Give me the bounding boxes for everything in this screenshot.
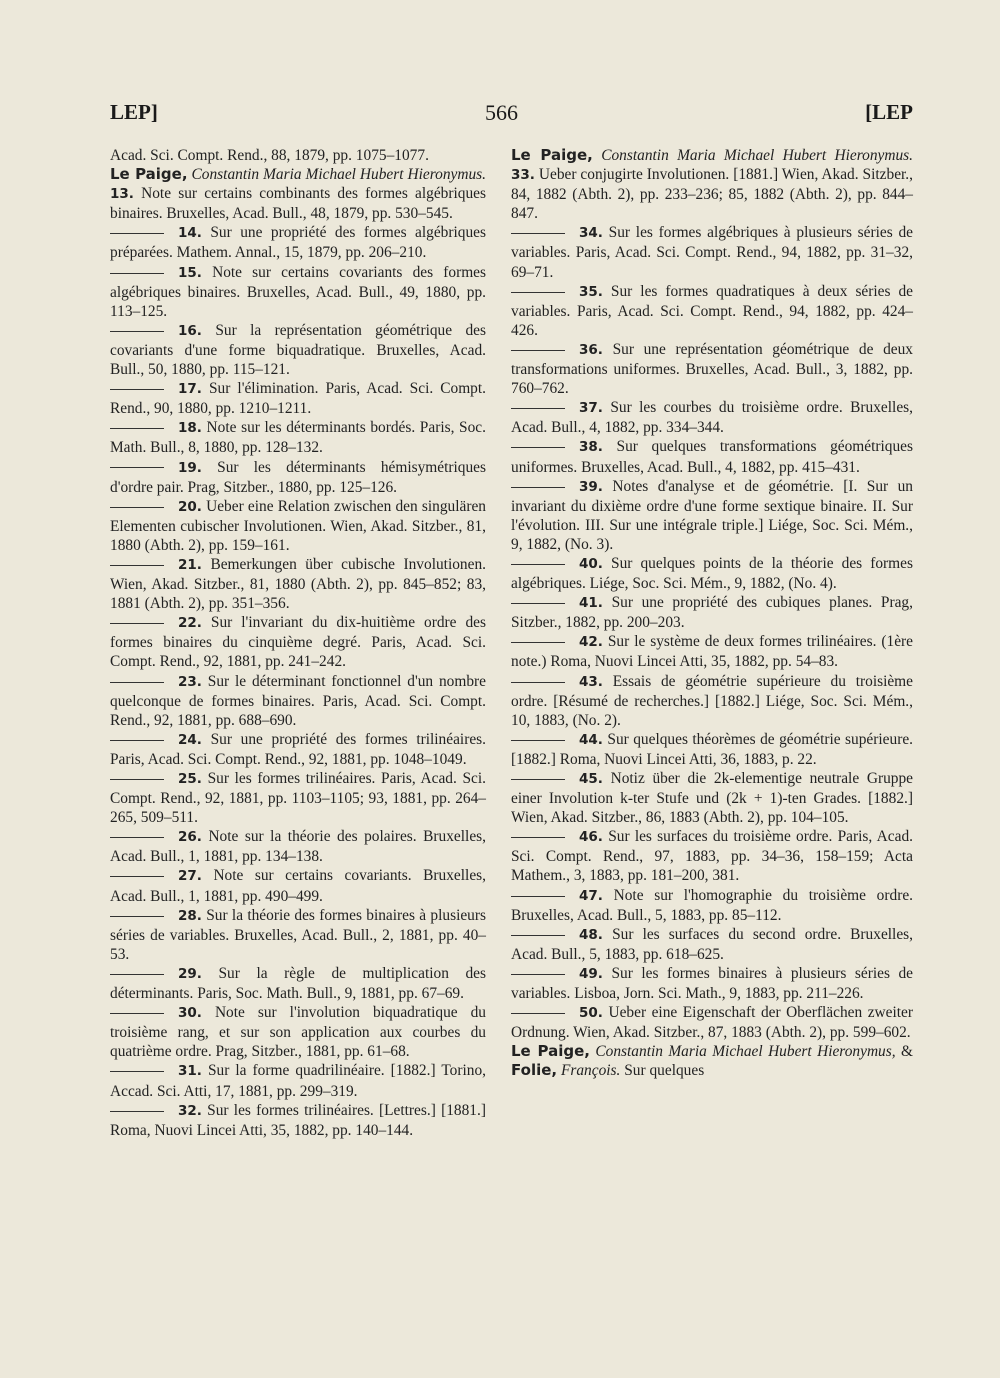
bibliography-entry bbox=[511, 730, 913, 769]
entry-number: 16. bbox=[178, 322, 202, 339]
entry-number: 14. bbox=[178, 225, 202, 242]
bibliography-entry bbox=[110, 730, 486, 769]
ditto-dash bbox=[110, 467, 164, 468]
bibliography-entry bbox=[110, 555, 486, 613]
ditto-dash bbox=[511, 896, 565, 897]
entry-text: Sur les surfaces du second ordre. Bruxelles, Acad. Bull., 5, 1883, pp. 618–625. bbox=[511, 925, 913, 963]
entry-number: 13. bbox=[110, 186, 134, 203]
header-right-key: [LEP bbox=[865, 100, 913, 124]
author-given-names: Constantin Maria Michael Hubert Hieronymus. bbox=[191, 166, 486, 184]
entry-text: Note sur certains covariants des formes algébriques binaires. Bruxelles, Acad. Bull., 49, 1880, pp. 113–125. bbox=[110, 263, 486, 320]
entry-text: Note sur certains combinants des formes algébriques binaires. Bruxelles, Acad. Bull., 48, 1879, pp. 530–545. bbox=[110, 185, 486, 223]
bibliography-entry bbox=[511, 223, 913, 281]
ditto-dash bbox=[110, 876, 164, 877]
bibliography-entry bbox=[110, 906, 486, 964]
bibliography-entry bbox=[110, 827, 486, 866]
entry-text: Essais de géométrie supérieure du troisième ordre. [Résumé de recherches.] [1882.] Liége, Soc. Sci. Mém., 10, 1883, (No. 2). bbox=[511, 672, 913, 729]
ditto-dash bbox=[511, 837, 565, 838]
coauthor-ampersand: & bbox=[901, 1043, 913, 1061]
entry-text: Sur une propriété des cubiques planes. Prag, Sitzber., 1882, pp. 200–203. bbox=[511, 594, 913, 632]
entry-text: Sur une propriété des formes algébriques préparées. Mathem. Annal., 15, 1879, pp. 206–210. bbox=[110, 224, 486, 262]
entry-number: 28. bbox=[178, 907, 202, 924]
entry-number: 33. bbox=[511, 167, 535, 184]
entry-text: Sur l'invariant du dix-huitième ordre des formes binaires du cinquième degré. Paris, Acad. Sci. Compt. Rend., 92, 1881, pp. 241–242. bbox=[110, 614, 486, 671]
ditto-dash bbox=[110, 974, 164, 975]
entry-number: 15. bbox=[178, 264, 202, 281]
bibliography-entry bbox=[110, 1101, 486, 1140]
bibliography-entry bbox=[110, 146, 486, 165]
entry-number: 18. bbox=[178, 420, 202, 437]
entry-number: 17. bbox=[178, 381, 202, 398]
bibliography-entry bbox=[511, 769, 913, 827]
running-header bbox=[0, 100, 1000, 140]
entry-text: Note sur les déterminants bordés. Paris, Soc. Math. Bull., 8, 1880, pp. 128–132. bbox=[110, 419, 486, 457]
entry-number: 29. bbox=[178, 965, 202, 982]
entry-number: 42. bbox=[579, 634, 603, 651]
entry-number: 27. bbox=[178, 868, 202, 885]
ditto-dash bbox=[110, 565, 164, 566]
header-left-key: LEP] bbox=[110, 100, 158, 124]
entry-text: Note sur l'homographie du troisième ordre. Bruxelles, Acad. Bull., 5, 1883, pp. 85–112. bbox=[511, 886, 913, 924]
entry-text: Sur quelques points de la théorie des formes algébriques. Liége, Soc. Sci. Mém., 9, 1882, (No. 4). bbox=[511, 554, 913, 593]
entry-text: Notiz über die 2k-elementige neutrale Gruppe einer Involution k-ter Stufe und (2k + 1)-ten Grades. [1882.] Wien, Akad. Sitzber., 86, 1883 (Abth. 2), pp. 104–105. bbox=[511, 770, 913, 827]
bibliography-entry bbox=[511, 1003, 913, 1042]
author-given-names: Constantin Maria Michael Hubert Hieronymus, bbox=[595, 1043, 896, 1061]
ditto-dash bbox=[110, 623, 164, 624]
right-column bbox=[511, 146, 913, 1081]
bibliography-entry bbox=[511, 437, 913, 476]
ditto-dash bbox=[110, 1111, 164, 1112]
bibliography-entry bbox=[511, 672, 913, 730]
entry-text: Sur les courbes du troisième ordre. Bruxelles, Acad. Bull., 4, 1882, pp. 334–344. bbox=[511, 399, 913, 437]
entry-text: Sur quelques transformations géométriques uniformes. Bruxelles, Acad. Bull., 4, 1882, pp. 415–431. bbox=[511, 438, 913, 476]
ditto-dash bbox=[511, 974, 565, 975]
ditto-dash bbox=[110, 779, 164, 780]
entry-number: 47. bbox=[579, 887, 603, 904]
bibliography-entry bbox=[511, 593, 913, 632]
coauthor-surname: Folie, bbox=[511, 1061, 558, 1080]
entry-text: Sur l'élimination. Paris, Acad. Sci. Compt. Rend., 90, 1880, pp. 1210–1211. bbox=[110, 380, 486, 418]
entry-text: Sur la règle de multiplication des déterminants. Paris, Soc. Math. Bull., 9, 1881, pp. 67–69. bbox=[110, 964, 486, 1003]
bibliography-entry bbox=[110, 379, 486, 418]
entry-number: 40. bbox=[579, 555, 603, 572]
ditto-dash bbox=[110, 1013, 164, 1014]
entry-text: Acad. Sci. Compt. Rend., 88, 1879, pp. 1075–1077. bbox=[110, 147, 429, 164]
bibliography-entry bbox=[110, 769, 486, 827]
entry-text: Sur les formes binaires à plusieurs séries de variables. Lisboa, Jorn. Sci. Math., 9, 1883, pp. 211–226. bbox=[511, 964, 913, 1003]
ditto-dash bbox=[511, 603, 565, 604]
bibliography-entry bbox=[511, 886, 913, 925]
bibliography-entry bbox=[511, 554, 913, 593]
entry-text: Note sur l'involution biquadratique du troisième rang, et sur son application aux courbes du quatrième ordre. Prag, Sitzber., 1881, pp. 61–68. bbox=[110, 1004, 487, 1061]
entry-number: 44. bbox=[579, 731, 603, 748]
entry-text: Sur les formes trilinéaires. Paris, Acad. Sci. Compt. Rend., 92, 1881, pp. 1103–1105; 93, 1881, pp. 264–265, 509–511. bbox=[110, 770, 486, 827]
ditto-dash bbox=[511, 292, 565, 293]
entry-number: 36. bbox=[579, 341, 603, 358]
ditto-dash bbox=[511, 779, 565, 780]
bibliography-entry bbox=[511, 964, 913, 1003]
ditto-dash bbox=[511, 642, 565, 643]
entry-text: Sur les formes trilinéaires. [Lettres.] [1881.] Roma, Nuovi Lincei Atti, 35, 1882, pp. 140–144. bbox=[110, 1101, 486, 1139]
entry-text: Note sur certains covariants. Bruxelles, Acad. Bull., 1, 1881, pp. 490–499. bbox=[110, 867, 486, 905]
bibliography-entry bbox=[110, 458, 486, 497]
entry-number: 37. bbox=[579, 400, 603, 417]
author-surname: Le Paige, bbox=[511, 146, 593, 164]
bibliography-entry bbox=[511, 925, 913, 964]
bibliography-entry bbox=[511, 282, 913, 340]
entry-number: 31. bbox=[178, 1063, 202, 1080]
entry-text: Ueber conjugirte Involutionen. [1881.] Wien, Akad. Sitzber., 84, 1882 (Abth. 2), pp. 233–236; 85, 1882 (Abth. 2), pp. 844–847. bbox=[511, 166, 913, 223]
entry-number: 43. bbox=[579, 673, 603, 690]
entry-number: 41. bbox=[579, 595, 603, 612]
author-surname: Le Paige, bbox=[110, 165, 188, 184]
entry-number: 23. bbox=[178, 673, 202, 690]
entry-text: Sur le système de deux formes trilinéaires. (1ère note.) Roma, Nuovi Lincei Atti, 35, 1882, pp. 54–83. bbox=[511, 633, 913, 671]
entry-number: 38. bbox=[579, 439, 603, 456]
entry-text: Notes d'analyse et de géométrie. [I. Sur un invariant du dixième ordre d'une forme sextique binaire. II. Sur l'évolution. III. Sur une intégrale triple.] Liége, Soc. Sci. Mém., 9, 1882, (No. 3). bbox=[511, 477, 913, 553]
bibliography-entry bbox=[110, 223, 486, 262]
ditto-dash bbox=[511, 740, 565, 741]
bibliography-entry bbox=[511, 827, 913, 885]
entry-text: Sur le déterminant fonctionnel d'un nombre quelconque de formes binaires. Paris, Acad. Sci. Compt. Rend., 92, 1881, pp. 688–690. bbox=[110, 672, 486, 729]
entry-text: Ueber eine Eigenschaft der Oberflächen zweiter Ordnung. Wien, Akad. Sitzber., 87, 1883 (Abth. 2), pp. 599–602. bbox=[511, 1004, 913, 1042]
ditto-dash bbox=[110, 837, 164, 838]
entry-number: 22. bbox=[178, 615, 202, 632]
ditto-dash bbox=[110, 916, 164, 917]
entry-text: Bemerkungen über cubische Involutionen. Wien, Akad. Sitzber., 81, 1880 (Abth. 2), pp. 845–852; 83, 1881 (Abth. 2), pp. 351–356. bbox=[110, 555, 486, 613]
entry-number: 34. bbox=[579, 225, 603, 242]
entry-number: 21. bbox=[178, 556, 202, 573]
bibliography-entry bbox=[110, 613, 486, 671]
bibliography-entry bbox=[511, 398, 913, 437]
entry-number: 50. bbox=[579, 1005, 603, 1022]
bibliography-entry bbox=[511, 340, 913, 398]
ditto-dash bbox=[511, 935, 565, 936]
ditto-dash bbox=[110, 233, 164, 234]
entry-text: Sur quelques théorèmes de géométrie supérieure. [1882.] Roma, Nuovi Lincei Atti, 36, 1883, p. 22. bbox=[511, 730, 913, 768]
entry-text: Sur la représentation géométrique des covariants d'une forme biquadratique. Bruxelles, Acad. Bull., 50, 1880, pp. 115–121. bbox=[110, 321, 486, 379]
left-column bbox=[110, 146, 486, 1140]
bibliography-entry bbox=[511, 1042, 913, 1080]
entry-number: 49. bbox=[579, 965, 603, 982]
ditto-dash bbox=[110, 507, 164, 508]
author-given-names: Constantin Maria Michael Hubert Hieronymus. bbox=[601, 147, 913, 164]
coauthor-given-names: François. bbox=[560, 1062, 621, 1080]
ditto-dash bbox=[110, 331, 164, 332]
ditto-dash bbox=[511, 447, 565, 448]
entry-text: Sur les surfaces du troisième ordre. Paris, Acad. Sci. Compt. Rend., 97, 1883, pp. 34–36, 158–159; Acta Mathem., 3, 1883, pp. 181–200, 381. bbox=[511, 828, 913, 885]
entry-text: Sur les déterminants hémisymétriques d'ordre pair. Prag, Sitzber., 1880, pp. 125–126. bbox=[110, 458, 486, 496]
ditto-dash bbox=[110, 740, 164, 741]
bibliography-entry bbox=[110, 418, 486, 457]
ditto-dash bbox=[511, 1013, 565, 1014]
entry-text: Sur une représentation géométrique de deux transformations uniformes. Bruxelles, Acad. Bull., 3, 1882, pp. 760–762. bbox=[511, 340, 913, 398]
entry-number: 30. bbox=[178, 1005, 202, 1022]
entry-number: 32. bbox=[178, 1102, 202, 1119]
ditto-dash bbox=[110, 273, 164, 274]
author-surname: Le Paige, bbox=[511, 1042, 590, 1061]
entry-number: 19. bbox=[178, 459, 202, 476]
bibliography-entry bbox=[110, 263, 486, 321]
bibliography-entry bbox=[110, 672, 486, 730]
entry-text: Sur une propriété des formes trilinéaires. Paris, Acad. Sci. Compt. Rend., 92, 1881, pp. 1048–1049. bbox=[110, 730, 486, 768]
entry-number: 20. bbox=[178, 498, 202, 515]
bibliography-entry bbox=[110, 321, 486, 379]
bibliography-entry bbox=[110, 1003, 486, 1061]
entry-number: 35. bbox=[579, 283, 603, 300]
bibliography-entry bbox=[110, 1061, 486, 1100]
bibliography-entry bbox=[110, 964, 486, 1003]
entry-text: Sur la forme quadrilinéaire. [1882.] Torino, Accad. Sci. Atti, 17, 1881, pp. 299–319. bbox=[110, 1062, 486, 1100]
entry-number: 24. bbox=[178, 731, 202, 748]
bibliography-entry bbox=[511, 632, 913, 671]
bibliography-entry bbox=[511, 146, 913, 223]
ditto-dash bbox=[511, 682, 565, 683]
entry-text: Sur la théorie des formes binaires à plusieurs séries de variables. Bruxelles, Acad. Bull., 2, 1881, pp. 40–53. bbox=[110, 906, 486, 963]
entry-text: Note sur la théorie des polaires. Bruxelles, Acad. Bull., 1, 1881, pp. 134–138. bbox=[110, 828, 486, 866]
entry-number: 25. bbox=[178, 771, 202, 787]
ditto-dash bbox=[511, 233, 565, 234]
ditto-dash bbox=[511, 408, 565, 409]
bibliography-entry bbox=[110, 165, 486, 223]
entry-text: Ueber eine Relation zwischen den singulären Elementen cubischer Involutionen. Wien, Akad. Sitzber., 81, 1880 (Abth. 2), pp. 159–161. bbox=[110, 497, 486, 554]
ditto-dash bbox=[511, 487, 565, 488]
entry-text: Sur les formes quadratiques à deux séries de variables. Paris, Acad. Sci. Compt. Rend., 94, 1882, pp. 424–426. bbox=[511, 282, 913, 339]
entry-number: 48. bbox=[579, 926, 603, 943]
entry-number: 45. bbox=[579, 771, 603, 787]
bibliography-entry bbox=[110, 866, 486, 905]
ditto-dash bbox=[110, 389, 164, 390]
page-number: 566 bbox=[485, 100, 518, 125]
ditto-dash bbox=[511, 564, 565, 565]
bibliography-entry bbox=[110, 497, 486, 555]
entry-number: 46. bbox=[579, 829, 603, 846]
ditto-dash bbox=[110, 428, 164, 429]
entry-text: Sur les formes algébriques à plusieurs séries de variables. Paris, Acad. Sci. Compt. Rend., 94, 1882, pp. 31–32, 69–71. bbox=[511, 224, 913, 281]
entry-number: 39. bbox=[579, 478, 603, 495]
bibliography-entry bbox=[511, 477, 913, 554]
ditto-dash bbox=[110, 1071, 164, 1072]
ditto-dash bbox=[110, 682, 164, 683]
entry-number: 26. bbox=[178, 829, 202, 846]
entry-text: Sur quelques bbox=[624, 1062, 705, 1080]
ditto-dash bbox=[511, 350, 565, 351]
